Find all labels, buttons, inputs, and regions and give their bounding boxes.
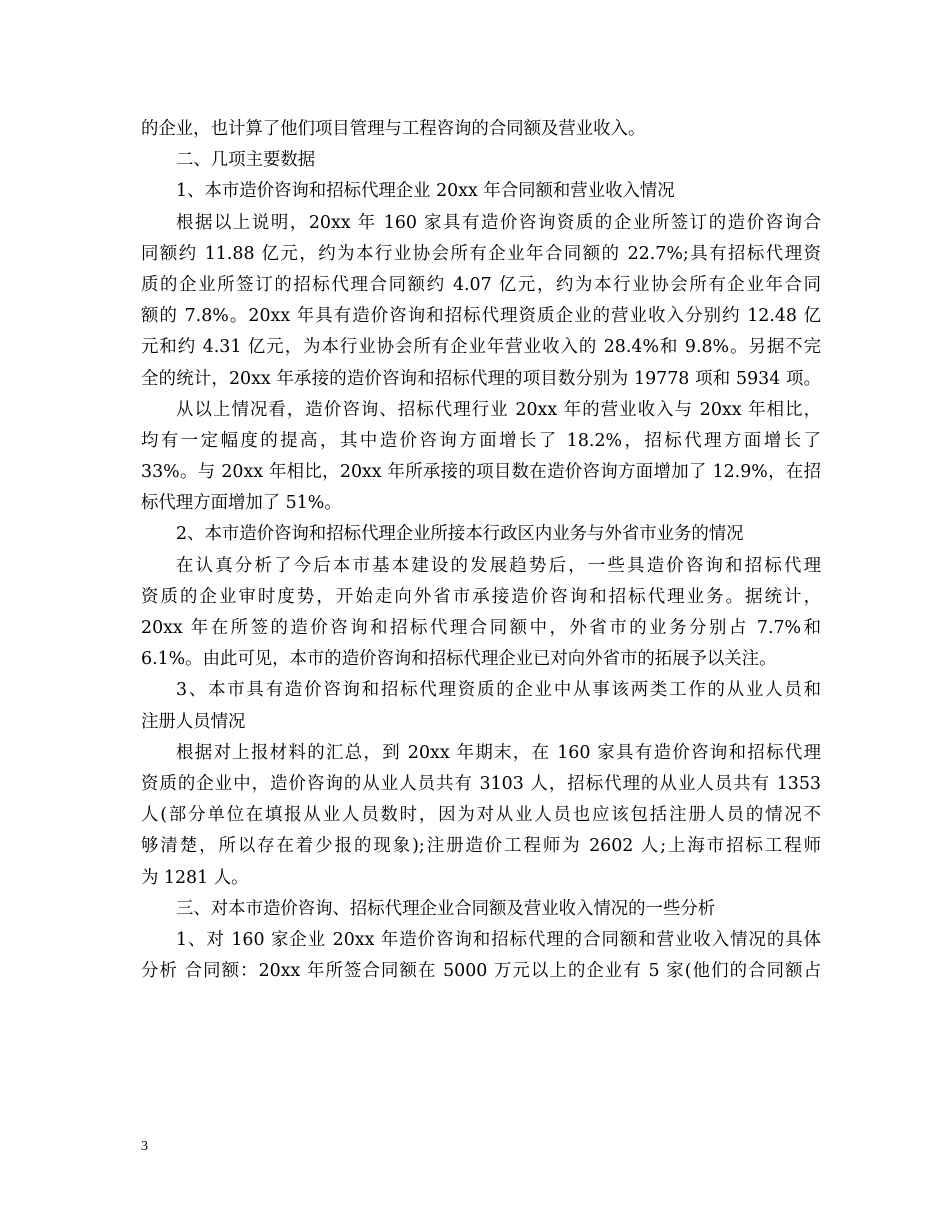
document-body — [141, 114, 821, 987]
text-line-23: 人(部分单位在填报从业人员数时，因为对从业人员也应该包括注册人员的情况不 — [141, 805, 821, 826]
text-line-6: 质的企业所签订的招标代理合同额约 4.07 亿元，约为本行业协会所有企业年合同 — [141, 274, 821, 295]
text-line-5: 同额约 11.88 亿元，约为本行业协会所有企业年合同额的 22.7%;具有招标代理资 — [141, 243, 821, 264]
subsection-heading-3-1: 1、对 160 家企业 20xx 年造价咨询和招标代理的合同额和营业收入情况的具体 — [176, 929, 821, 950]
section-heading-2: 二、几项主要数据 — [176, 150, 316, 171]
subsection-heading-2-3: 3、本市具有造价咨询和招标代理资质的企业中从事该两类工作的从业人员和 — [176, 680, 821, 701]
text-line-17: 20xx 年在所签的造价咨询和招标代理合同额中，外省市的业务分别占 7.7%和 — [141, 618, 821, 638]
section-heading-3: 三、对本市造价咨询、招标代理企业合同额及营业收入情况的一些分析 — [176, 898, 716, 919]
text-line-13: 标代理方面增加了 51%。 — [141, 493, 342, 514]
text-line-15: 在认真分析了今后本市基本建设的发展趋势后，一些具造价咨询和招标代理 — [176, 555, 821, 576]
text-line-7: 额的 7.8%。20xx 年具有造价咨询和招标代理资质企业的营业收入分别约 12.48 亿 — [141, 306, 821, 327]
subsection-heading-2-2: 2、本市造价咨询和招标代理企业所接本行政区内业务与外省市业务的情况 — [176, 524, 744, 545]
text-line-16: 资质的企业审时度势，开始走向外省市承接造价咨询和招标代理业务。据统计， — [141, 586, 821, 607]
text-line-1: 的企业，也计算了他们项目管理与工程咨询的合同额及营业收入。 — [141, 119, 646, 139]
text-line-28: 分析 合同额：20xx 年所签合同额在 5000 万元以上的企业有 5 家(他们的合同额占 — [141, 961, 821, 982]
text-line-10: 从以上情况看，造价咨询、招标代理行业 20xx 年的营业收入与 20xx 年相比， — [176, 399, 821, 420]
text-line-21: 根据对上报材料的汇总，到 20xx 年期末，在 160 家具有造价咨询和招标代理 — [176, 742, 821, 763]
text-line-8: 元和约 4.31 亿元，为本行业协会所有企业年营业收入的 28.4%和 9.8%。另据不完 — [141, 337, 821, 358]
text-line-18: 6.1%。由此可见，本市的造价咨询和招标代理企业已对向外省市的拓展予以关注。 — [141, 649, 777, 670]
text-line-22: 资质的企业中，造价咨询的从业人员共有 3103 人，招标代理的从业人员共有 1353 — [141, 773, 821, 794]
text-line-4: 根据以上说明，20xx 年 160 家具有造价咨询资质的企业所签订的造价咨询合 — [176, 212, 821, 233]
text-line-11: 均有一定幅度的提高，其中造价咨询方面增长了 18.2%，招标代理方面增长了 — [141, 430, 821, 451]
text-line-12: 33%。与 20xx 年相比，20xx 年所承接的项目数在造价咨询方面增加了 12.9%，在招 — [141, 462, 821, 483]
text-line-24: 够清楚，所以存在着少报的现象);注册造价工程师为 2602 人;上海市招标工程师 — [141, 836, 821, 857]
subsection-heading-2-3-cont: 注册人员情况 — [141, 711, 246, 732]
page-number: 3 — [141, 1139, 148, 1154]
text-line-9: 全的统计，20xx 年承接的造价咨询和招标代理的项目数分别为 19778 项和 5934 项。 — [141, 368, 821, 389]
subsection-heading-2-1: 1、本市造价咨询和招标代理企业 20xx 年合同额和营业收入情况 — [176, 181, 675, 202]
text-line-25: 为 1281 人。 — [141, 867, 249, 888]
